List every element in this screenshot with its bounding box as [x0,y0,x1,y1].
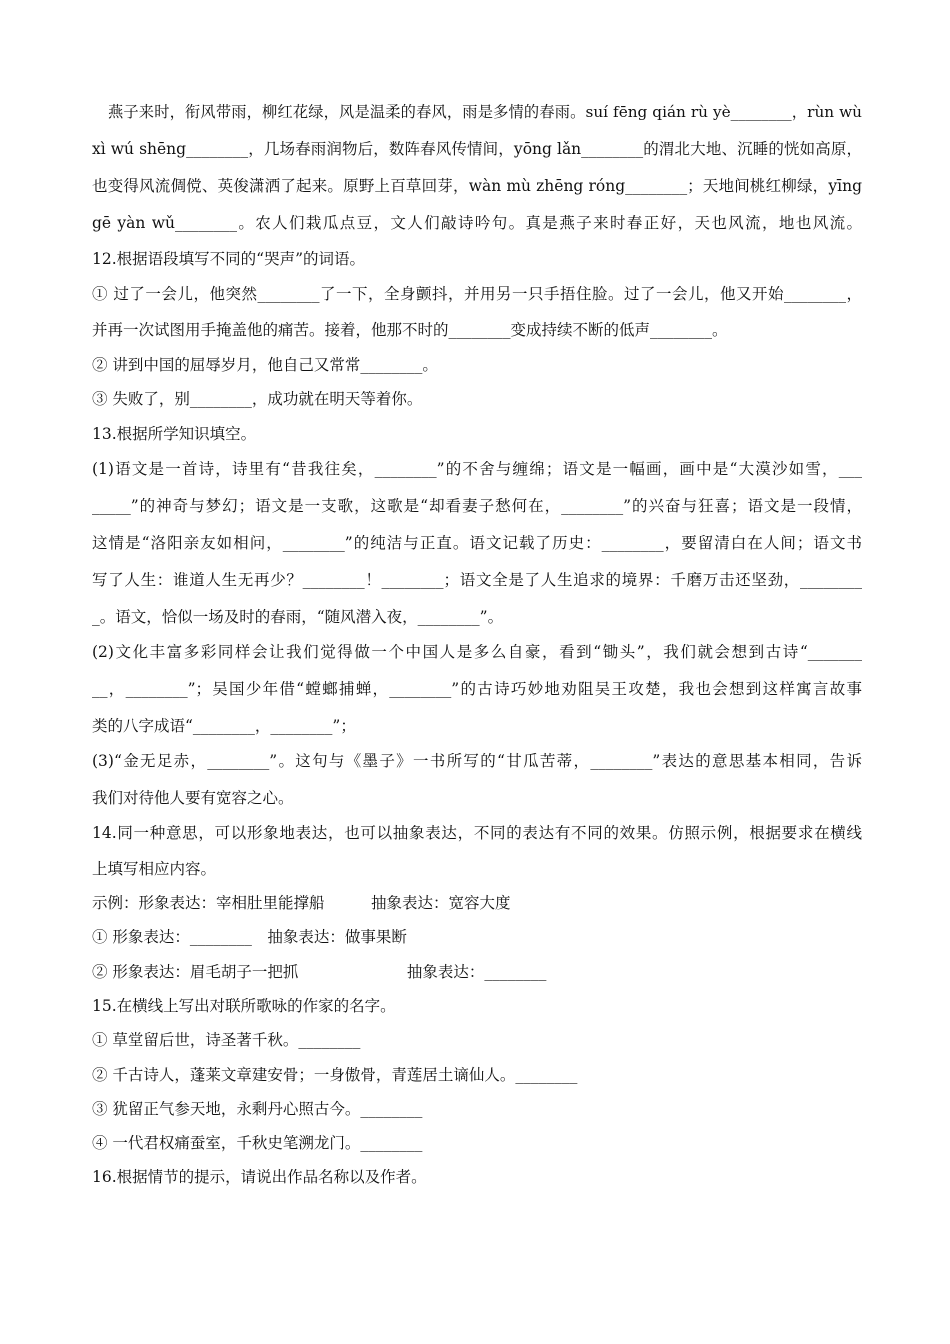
question-13-part-3-line-2: 我们对待他人要有宽容之心。 [92,789,294,807]
question-13-title: 13.根据所学知识填空。 [92,425,257,443]
question-14-title-line-2: 上填写相应内容。 [92,860,217,878]
question-13-part-1-line-1: (1)语文是一首诗，诗里有“昔我往矣，________”的不舍与缠绵；语文是一幅画，画中是“大漠沙如雪，___ [92,460,862,478]
question-12-title: 12.根据语段填写不同的“哭声”的词语。 [92,250,365,268]
question-12-item-3: ③ 失败了，别________，成功就在明天等着你。 [92,390,423,408]
question-13-part-2-line-3: 类的八字成语“________，________”； [92,717,356,735]
question-14-item-1: ① 形象表达：________ 抽象表达：做事果断 [92,928,407,946]
question-15-item-4: ④ 一代君权痛蚕室，千秋史笔溯龙门。________ [92,1134,423,1152]
question-15-item-1: ① 草堂留后世，诗圣著千秋。________ [92,1031,361,1049]
question-13-part-1-line-2: _____”的神奇与梦幻；语文是一支歌，这歌是“却看妻子愁何在，________”的兴奋与狂喜；语文是一段情， [92,497,862,515]
question-13-part-1-line-4: 写了人生：谁道人生无再少？________！________；语文全是了人生追求的境界：千磨万击还坚劲，________ [92,571,862,589]
question-13-part-1-line-5: _。语文，恰似一场及时的春雨，“随风潜入夜，________”。 [92,608,504,626]
question-13-part-2-line-1: (2)文化丰富多彩同样会让我们觉得做一个中国人是多么自豪，看到“锄头”，我们就会想到古诗“_______ [92,643,862,661]
question-14-title-line-1: 14.同一种意思，可以形象地表达，也可以抽象表达，不同的表达有不同的效果。仿照示例，根据要求在横线 [92,824,862,842]
passage-line-4: gē yàn wǔ________。农人们栽瓜点豆，文人们敲诗吟句。真是燕子来时春正好，天也风流，地也风流。 [92,214,862,232]
question-16-title: 16.根据情节的提示，请说出作品名称以及作者。 [92,1168,427,1186]
question-13-part-3-line-1: (3)“金无足赤，________”。这句与《墨子》一书所写的“甘瓜苦蒂，________”表达的意思基本相同，告诉 [92,752,862,770]
question-12-item-1-line-1: ① 过了一会儿，他突然________了一下，全身颤抖，并用另一只手捂住脸。过了一会儿，他又开始________， [92,285,862,303]
question-12-item-1-line-2: 并再一次试图用手掩盖他的痛苦。接着，他那不时的________变成持续不断的低声________。 [92,321,728,339]
question-15-item-2: ② 千古诗人，蓬莱文章建安骨；一身傲骨，青莲居土谪仙人。________ [92,1066,578,1084]
passage-line-3: 也变得风流倜傥、英俊潇洒了起来。原野上百草回芽，wàn mù zhēng róng________；天地间桃红柳绿，yīng [92,177,862,195]
question-15-item-3: ③ 犹留正气参天地，永剩丹心照古今。________ [92,1100,423,1118]
question-14-example: 示例：形象表达：宰相肚里能撑船 抽象表达：宽容大度 [92,894,511,912]
question-13-part-1-line-3: 这情是“洛阳亲友如相问，________”的纯洁与正直。语文记载了历史：________，要留清白在人间；语文书 [92,534,862,552]
question-15-title: 15.在横线上写出对联所歌咏的作家的名字。 [92,997,396,1015]
question-12-item-2: ② 讲到中国的屈辱岁月，他自己又常常________。 [92,356,438,374]
passage-line-1: 燕子来时，衔风带雨，柳红花绿，风是温柔的春风，雨是多情的春雨。suí fēng qián rù yè________，rùn wù [108,103,862,121]
question-13-part-2-line-2: __，________”；吴国少年借“螳螂捕蝉，________”的古诗巧妙地劝阻吴王攻楚，我也会想到这样寓言故事 [92,680,862,698]
passage-line-2: xì wú shēng________，几场春雨润物后，数阵春风传情间，yōng lǎn________的渭北大地、沉睡的恍如高原， [92,140,862,158]
question-14-item-2: ② 形象表达：眉毛胡子一把抓 抽象表达：________ [92,963,547,981]
